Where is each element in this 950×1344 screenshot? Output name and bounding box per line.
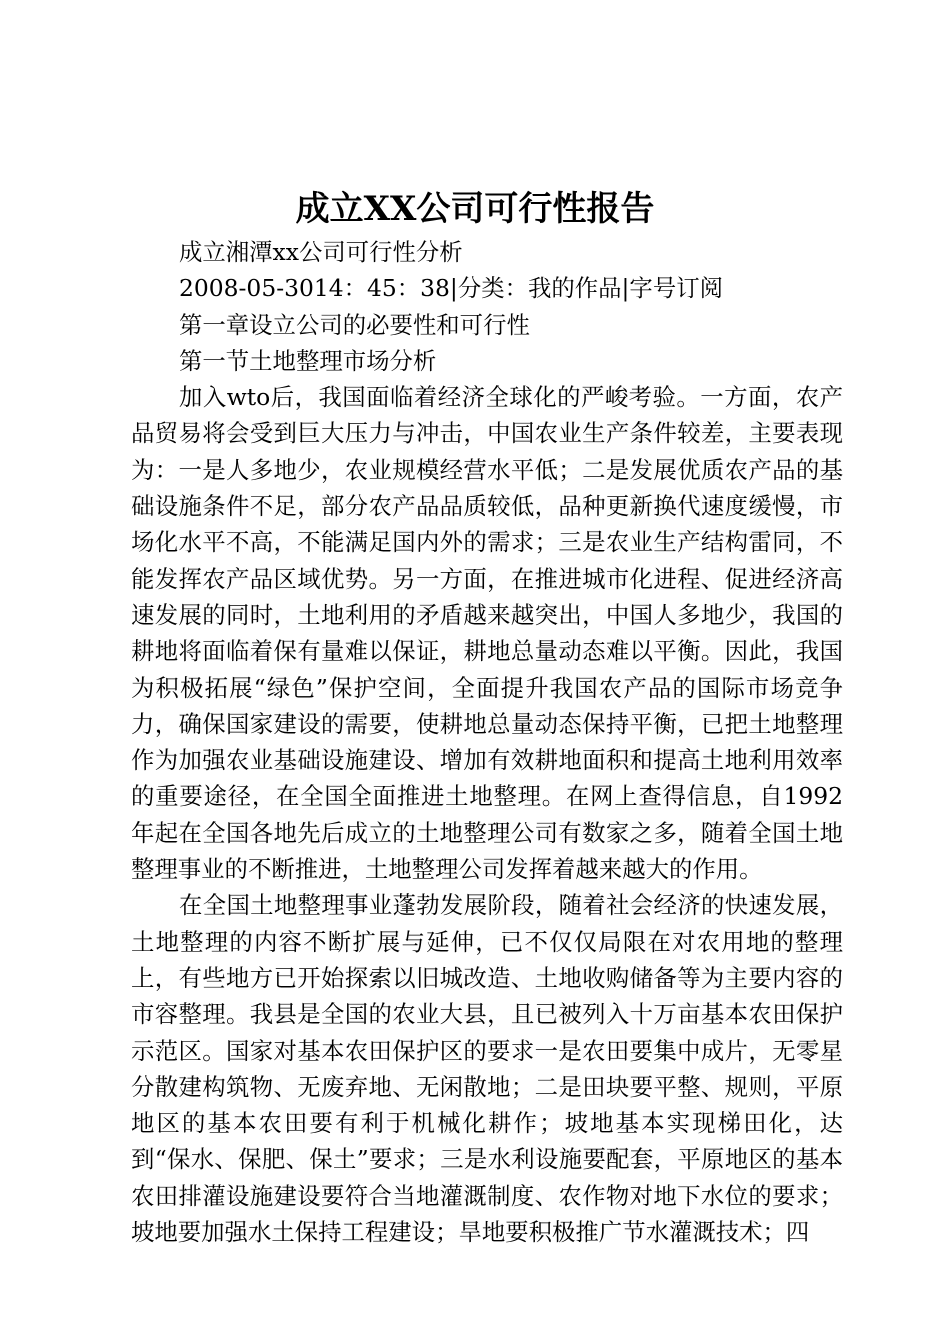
meta-line: 2008-05-3014：45：38|分类：我的作品|字号订阅	[179, 274, 723, 303]
document-body	[131, 234, 843, 1250]
subtitle: 成立湘潭xx公司可行性分析	[179, 238, 463, 266]
document-title: 成立XX公司可行性报告	[295, 189, 655, 229]
chapter-heading: 第一章设立公司的必要性和可行性	[179, 310, 530, 339]
section-heading: 第一节土地整理市场分析	[179, 346, 437, 375]
paragraph-1: 加入wto后，我国面临着经济全球化的严峻考验。一方面，农产品贸易将会受到巨大压力与冲击，中国农业生产条件较差，主要表现为：一是人多地少，农业规模经营水平低；二是发展优质农产品的基础设施条件不足，部分农产品品质较低，品种更新换代速度缓慢，市场化水平不高，不能满足国内外的需求；三是农业生产结构雷同，不能发挥农产品区域优势。另一方面，在推进城市化进程、促进经济高速发展的同时，土地利用的矛盾越来越突出，中国人多地少，我国的耕地将面临着保有量难以保证，耕地总量动态难以平衡。因此，我国为积极拓展“绿色”保护空间，全面提升我国农产品的国际市场竞争力，确保国家建设的需要，使耕地总量动态保持平衡，已把土地整理作为加强农业基础设施建设、增加有效耕地面积和提高土地利用效率的重要途径，在全国全面推进土地整理。在网上查得信息，自1992年起在全国各地先后成立的土地整理公司有数家之多，随着全国土地整理事业的不断推进，土地整理公司发挥着越来越大的作用。	[131, 383, 843, 884]
paragraph-2: 在全国土地整理事业蓬勃发展阶段，随着社会经济的快速发展，土地整理的内容不断扩展与延伸，已不仅仅局限在对农用地的整理上，有些地方已开始探索以旧城改造、土地收购储备等为主要内容的市容整理。我县是全国的农业大县，且已被列入十万亩基本农田保护示范区。国家对基本农田保护区的要求一是农田要集中成片，无零星分散建构筑物、无废弃地、无闲散地；二是田块要平整、规则，平原地区的基本农田要有利于机械化耕作；坡地基本实现梯田化，达到“保水、保肥、保土”要求；三是水利设施要配套，平原地区的基本农田排灌设施建设要符合当地灌溉制度、农作物对地下水位的要求；坡地要加强水土保持工程建设；旱地要积极推广节水灌溉技术；四	[131, 891, 843, 1247]
